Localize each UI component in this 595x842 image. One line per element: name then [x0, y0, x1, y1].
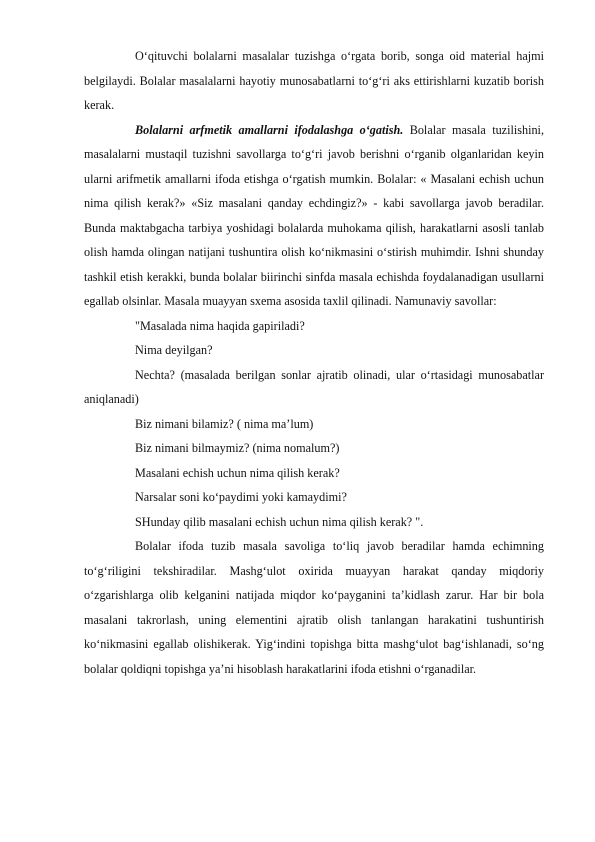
paragraph-intro: O‘qituvchi bolalarni masalalar tuzishga o‘rgata borib, songa oid material hajmi belgilaydi. Bolalar masalalarni hayotiy munosabatlarni to‘g‘ri aks ettirishlarni kuzatib borish kerak.: [84, 49, 544, 112]
question-item: Narsalar soni ko‘paydimi yoki kamaydimi?: [135, 490, 347, 504]
document-page: [84, 44, 544, 681]
paragraph-arithmetic-body: Bolalar masala tuzilishini, masalalarni mustaqil tuzishni savollarga to‘g‘ri javob berishni o‘rganib olganlaridan keyin ularni arifmetik amallarni ifoda etishga o‘rgatish mumkin. Bolalar: « Masalani echish uchun nima qilish kerak?» «Siz masalani qanday echdingiz?» - kabi savollarga javob beradilar. Bunda maktabgacha tarbiya yoshidagi bolalarda muhokama qilish, harakatlarni asosli tanlab olish hamda olingan natijani tushuntira olish ko‘nikmasini o‘stirish muhimdir. Ishni shunday tashkil etish kerakki, bunda bolalar biirinchi sinfda masala echishda foydalanadigan usullarni egallab olsinlar. Masala muayyan sxema asosida taxlil qilinadi. Namunaviy savollar:: [84, 122, 544, 308]
question-item: Nima deyilgan?: [135, 343, 213, 357]
question-item: Masalani echish uchun nima qilish kerak?: [135, 465, 340, 480]
question-item: Biz nimani bilmaymiz? (nima nomalum?): [135, 441, 340, 455]
question-item: SHunday qilib masalani echish uchun nima qilish kerak? ".: [135, 514, 424, 529]
paragraph-conclusion: Bolalar ifoda tuzib masala savoliga to‘liq javob beradilar hamda echimning to‘g‘riligini tekshiradilar. Mashg‘ulot oxirida muayyan harakat qanday miqdoriy o‘zgarishlarga olib kelganini natijada miqdor ko‘payganini ta’kidlash zarur. Har bir bola masalani takrorlash, uning elementini ajratib olish tanlangan harakatini tushuntirish ko‘nikmasini egallab olishikerak. Yig‘indini topishga bitta mashg‘ulot bag‘ishlanadi, so‘ng bolalar qoldiqni topishga ya’ni hisoblash harakatlarini ifoda etishni o‘rganadilar.: [84, 539, 544, 676]
paragraph-arithmetic: [84, 118, 544, 314]
question-item: Biz nimani bilamiz? ( nima ma’lum): [135, 416, 314, 431]
section-heading: Bolalarni arfmetik amallarni ifodalashga o‘gatish.: [135, 122, 404, 137]
question-item: Nechta? (masalada berilgan sonlar ajratib olinadi, ular o‘rtasidagi munosabatlar aniqlanadi): [84, 367, 544, 406]
question-item: "Masalada nima haqida gapiriladi?: [135, 318, 305, 333]
